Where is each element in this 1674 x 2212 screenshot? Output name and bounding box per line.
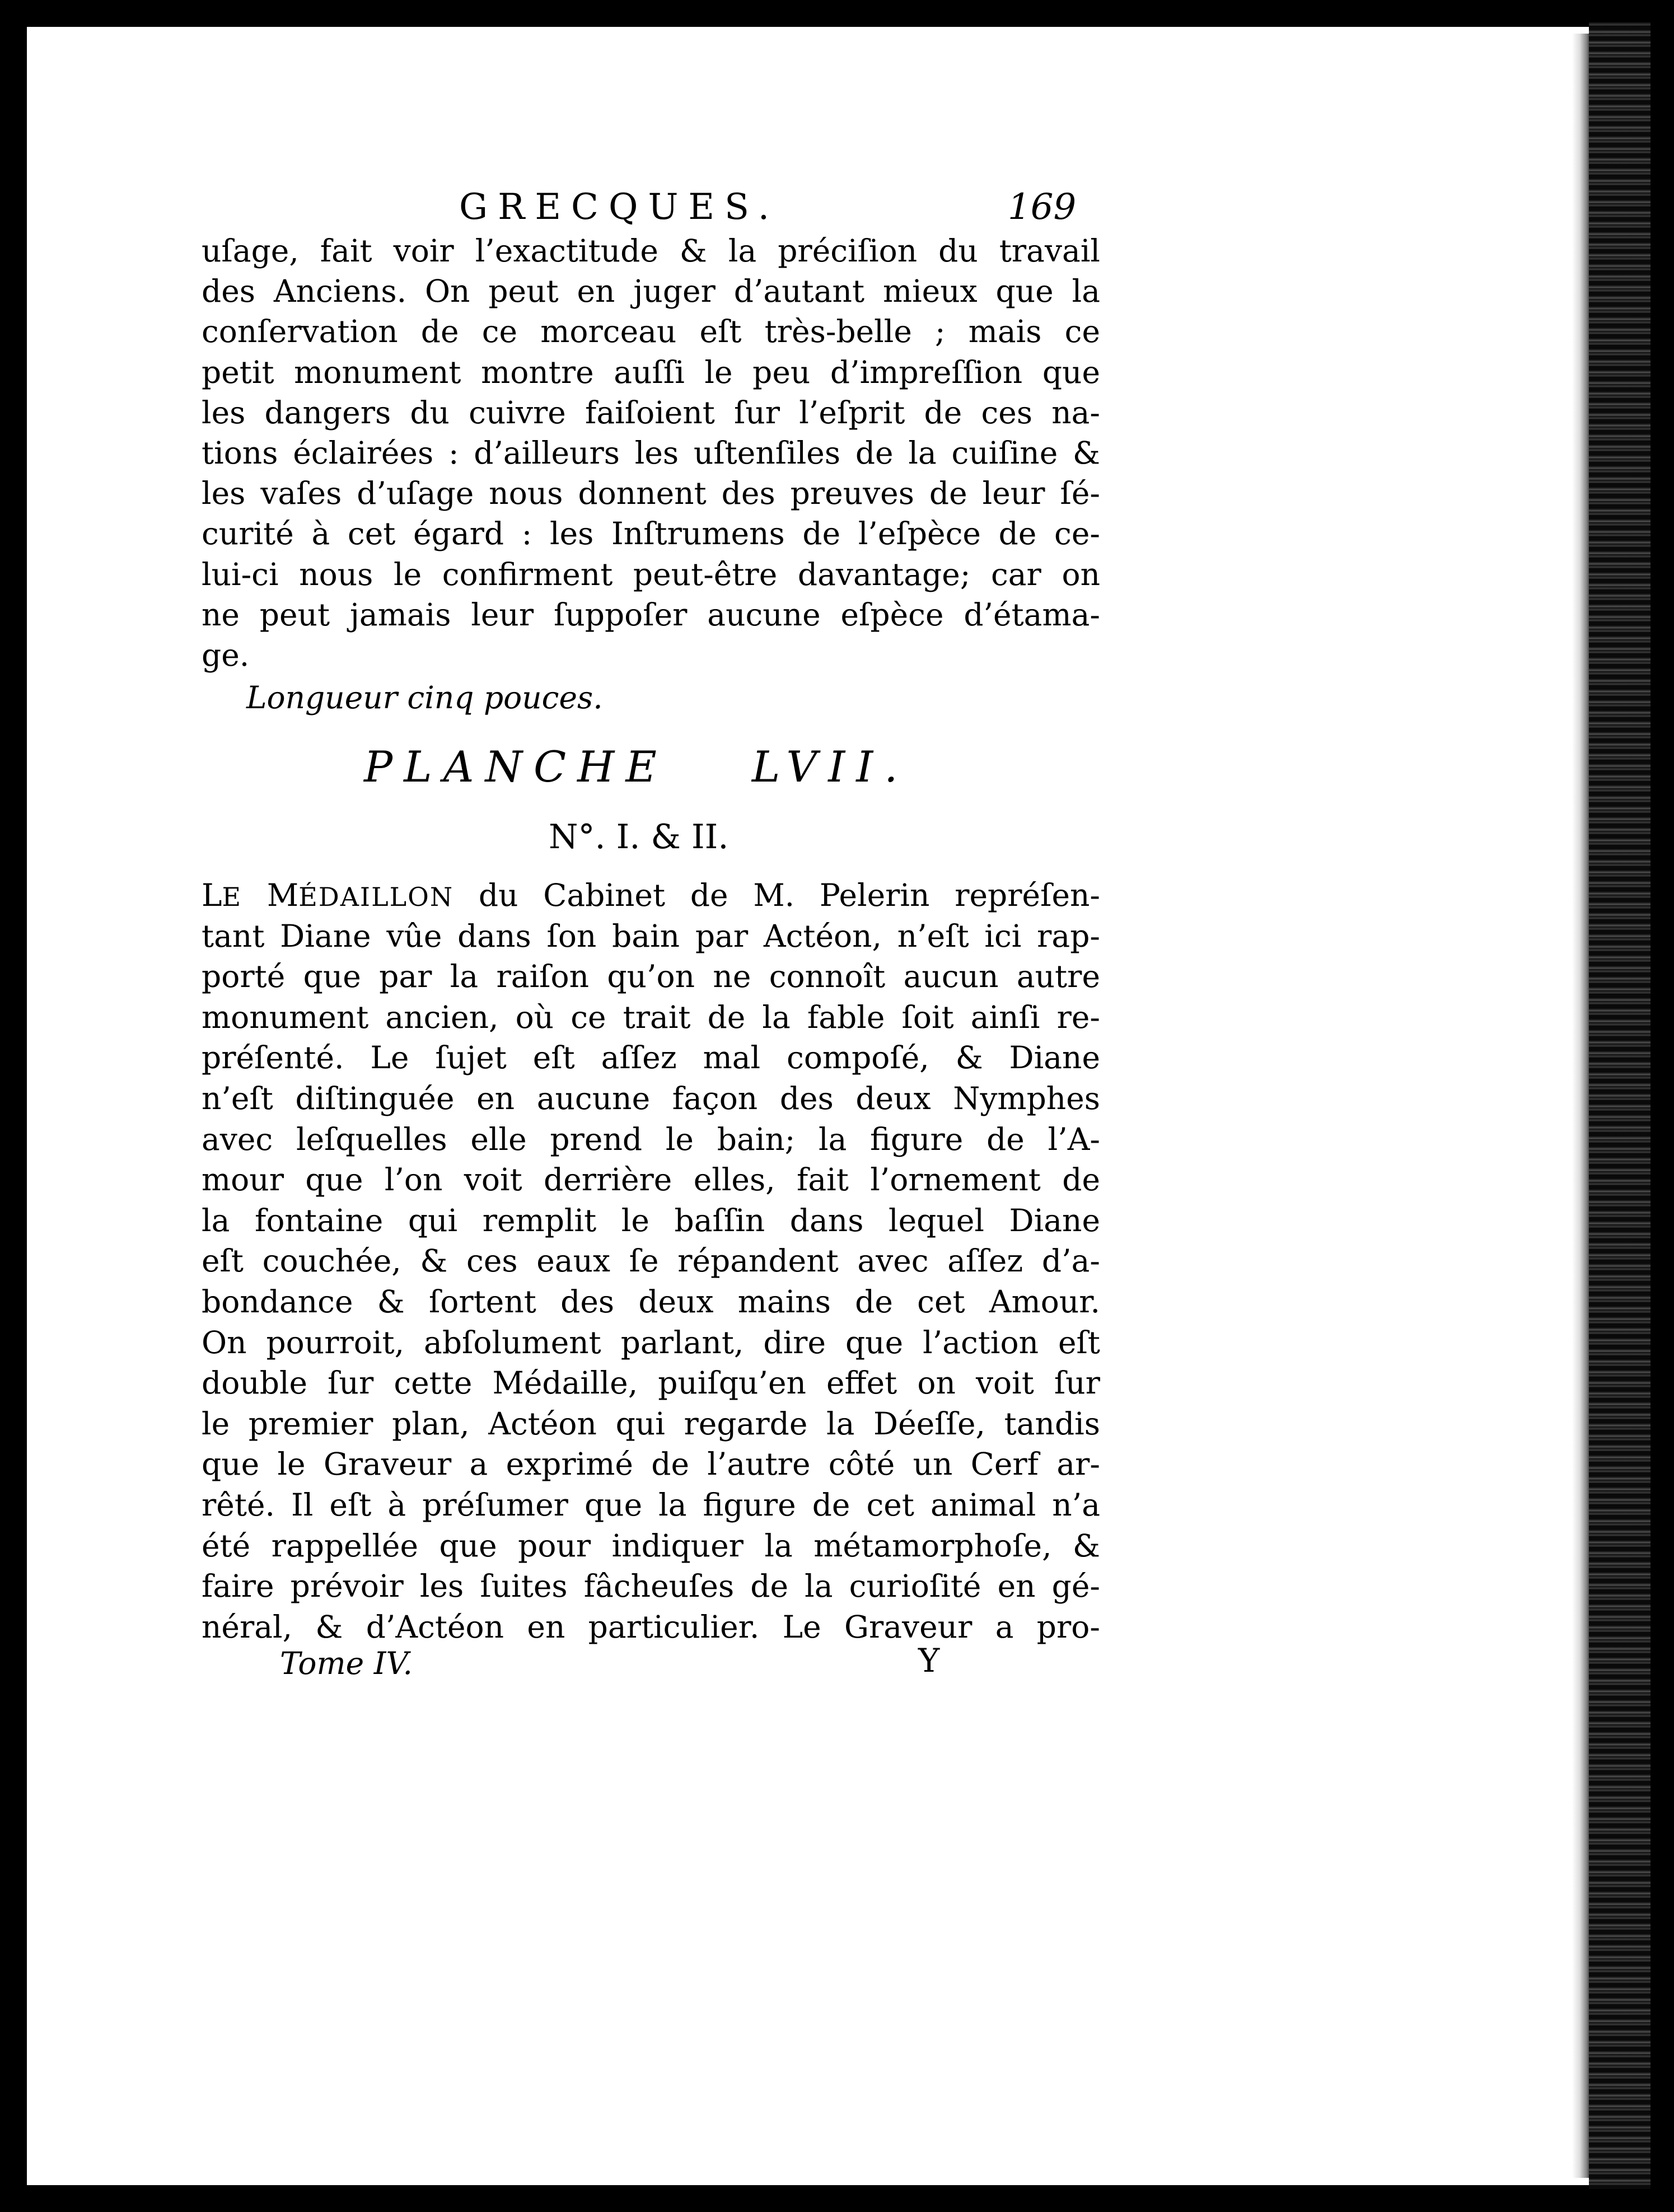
text-line: tions éclairées : d’ailleurs les uſtenſiles de la cuiſine & (202, 434, 1100, 471)
text-line: que le Graveur a exprimé de l’autre côté un Cerf ar- (202, 1446, 1100, 1483)
text-line: avec leſquelles elle prend le bain; la figure de l’A- (202, 1121, 1100, 1157)
text-line: conſervation de ce morceau eſt très-belle ; mais ce (202, 314, 1100, 350)
small-caps-text: ÉDAILLON (298, 882, 454, 912)
small-caps-initial: L (202, 877, 222, 913)
text-line: curité à cet égard : les Inſtrumens de l’eſpèce de ce- (202, 516, 1100, 552)
main-paragraph (202, 875, 1100, 1647)
text-line: le premier plan, Actéon qui regarde la Déeſſe, tandis (202, 1405, 1100, 1442)
page-edge-shadow (1572, 34, 1591, 2178)
plate-heading (364, 739, 909, 795)
signature-mark: Y (918, 1642, 940, 1680)
text-line: mour que l’on voit derrière elles, fait l’ornement de (202, 1162, 1100, 1198)
small-caps-text: E (222, 882, 242, 912)
continuation-paragraph (202, 231, 1100, 675)
text-line: préſenté. Le ſujet eſt aſſez mal compoſé, & Diane (202, 1040, 1100, 1076)
text-line: faire prévoir les ſuites fâcheuſes de la curioſité en gé- (202, 1568, 1100, 1605)
book-fore-edge (1589, 22, 1650, 2189)
small-caps-initial: M (266, 877, 299, 913)
text-line: ge. (202, 637, 250, 673)
volume-marker: Tome IV. (280, 1645, 413, 1681)
text-line: double ſur cette Médaille, puiſqu’en effet on voit ſur (202, 1365, 1100, 1401)
text-line-first (202, 875, 1100, 916)
text-line: rêté. Il eſt à préſumer que la figure de cet animal n’a (202, 1486, 1100, 1523)
text-line: uſage, fait voir l’exactitude & la préciſion du travail (202, 233, 1100, 269)
text-line: des Anciens. On peut en juger d’autant mieux que la (202, 273, 1100, 310)
plate-subheading: N°. I. & II. (549, 817, 729, 857)
text-line: monument ancien, où ce trait de la fable ſoit ainſi re- (202, 999, 1100, 1035)
text-line: néral, & d’Actéon en particulier. Le Graveur a pro- (202, 1608, 1100, 1645)
text-line: On pourroit, abſolument parlant, dire que l’action eſt (202, 1324, 1100, 1360)
running-head: GRECQUES. (459, 186, 780, 228)
text-line: les vaſes d’uſage nous donnent des preuves de leur ſé- (202, 475, 1100, 512)
text-line: tant Diane vûe dans ſon bain par Actéon, n’eſt ici rap- (202, 918, 1100, 954)
text-line: la fontaine qui remplit le baſſin dans lequel Diane (202, 1202, 1100, 1238)
measurement-note: Longueur cinq pouces. (246, 680, 603, 715)
plate-heading-numeral: LVII. (751, 742, 909, 792)
first-line-rest: du Cabinet de M. Pelerin repréſen- (453, 877, 1101, 913)
text-line: bondance & ſortent des deux mains de cet Amour. (202, 1283, 1100, 1320)
text-line: petit monument montre auſſi le peu d’impreſſion que (202, 354, 1100, 390)
text-line: lui-ci nous le confirment peut-être davantage; car on (202, 556, 1100, 592)
text-line: été rappellée que pour indiquer la métamorphoſe, & (202, 1527, 1100, 1564)
page-number: 169 (1008, 186, 1077, 228)
text-line: eſt couchée, & ces eaux ſe répandent avec aſſez d’a- (202, 1243, 1100, 1279)
text-line: porté que par la raiſon qu’on ne connoît aucun autre (202, 958, 1100, 995)
plate-heading-word: PLANCHE (364, 742, 668, 792)
text-line: ne peut jamais leur ſuppoſer aucune eſpèce d’étama- (202, 596, 1100, 633)
text-line: n’eſt diſtinguée en aucune façon des deux Nymphes (202, 1080, 1100, 1116)
text-line: les dangers du cuivre faiſoient ſur l’eſprit de ces na- (202, 394, 1100, 431)
